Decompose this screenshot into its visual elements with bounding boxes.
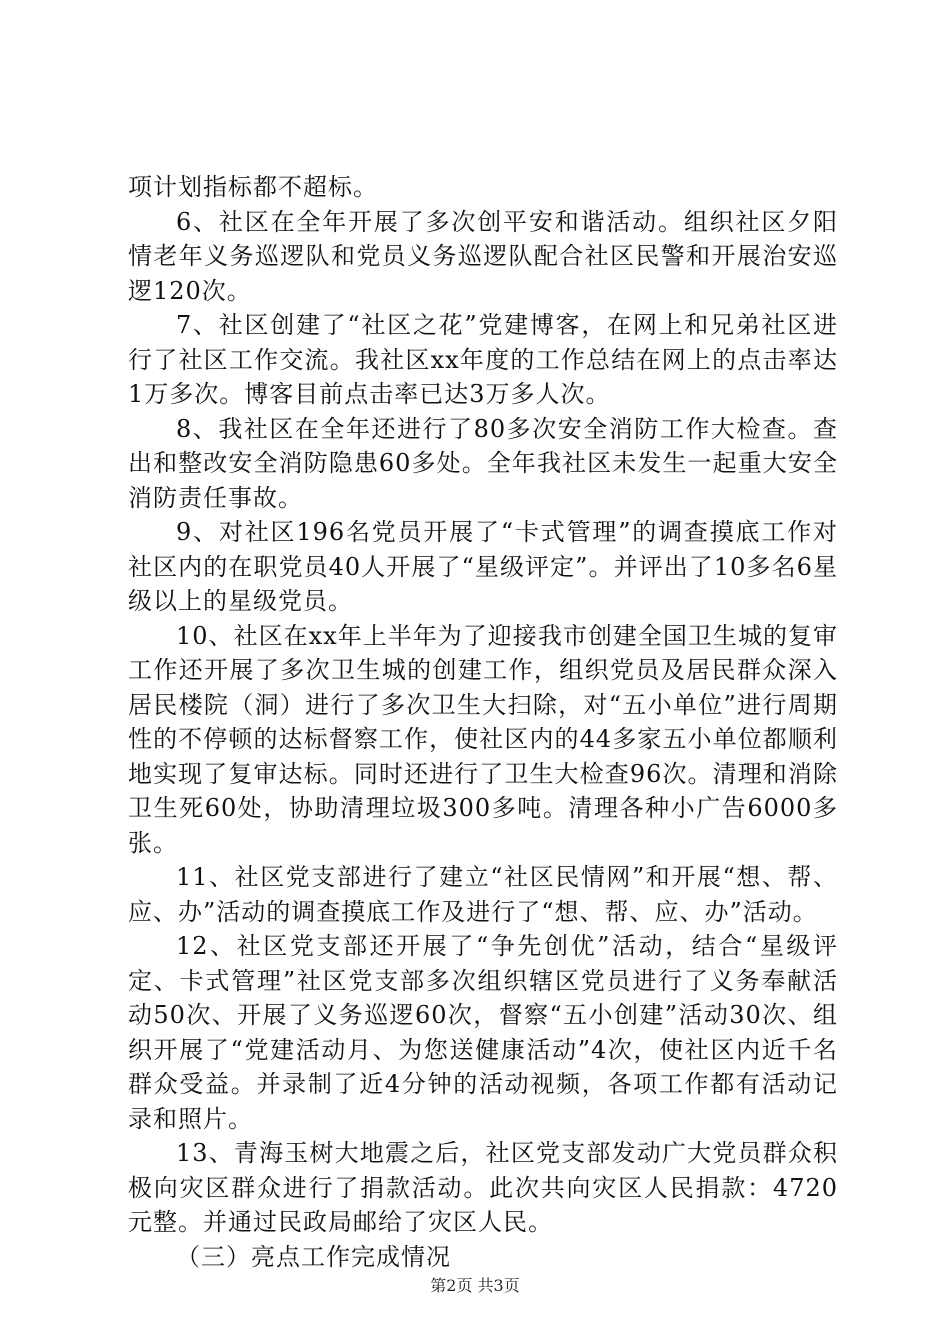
- section-heading: （三）亮点工作完成情况: [176, 1242, 451, 1271]
- paragraph-item-10: 10、社区在xx年上半年为了迎接我市创建全国卫生城的复审工作还开展了多次卫生城的创建工作，组织党员及居民群众深入居民楼院（洞）进行了多次卫生大扫除，对“五小单位”进行周期性的不停顿的达标督察工作，使社区内的44多家五小单位都顺利地实现了复审达标。同时还进行了卫生大检查96次。清理和消除卫生死60处，协助清理垃圾300多吨。清理各种小广告6000多张。: [128, 621, 838, 857]
- document-body: [128, 170, 838, 1274]
- page-number-footer: 第2页 共3页: [430, 1276, 520, 1295]
- paragraph-item-6: 6、社区在全年开展了多次创平安和谐活动。组织社区夕阳情老年义务巡逻队和党员义务巡逻队配合社区民警和开展治安巡逻120次。: [128, 207, 838, 305]
- paragraph-item-11: 11、社区党支部进行了建立“社区民情网”和开展“想、帮、应、办”活动的调查摸底工作及进行了“想、帮、应、办”活动。: [128, 863, 838, 926]
- paragraph-item-8: 8、我社区在全年还进行了80多次安全消防工作大检查。查出和整改安全消防隐患60多处。全年我社区未发生一起重大安全消防责任事故。: [128, 414, 838, 512]
- paragraph-continuation: 项计划指标都不超标。: [128, 173, 378, 201]
- paragraph-item-7: 7、社区创建了“社区之花”党建博客，在网上和兄弟社区进行了社区工作交流。我社区xx年度的工作总结在网上的点击率达1万多次。博客目前点击率已达3万多人次。: [128, 311, 838, 408]
- paragraph-item-13: 13、青海玉树大地震之后，社区党支部发动广大党员群众积极向灾区群众进行了捐款活动。此次共向灾区人民捐款：4720元整。并通过民政局邮给了灾区人民。: [128, 1139, 838, 1236]
- paragraph-item-12: 12、社区党支部还开展了“争先创优”活动，结合“星级评定、卡式管理”社区党支部多次组织辖区党员进行了义务奉献活动50次、开展了义务巡逻60次，督察“五小创建”活动30次、组织开展了“党建活动月、为您送健康活动”4次，使社区内近千名群众受益。并录制了近4分钟的活动视频，各项工作都有活动记录和照片。: [128, 932, 838, 1133]
- paragraph-item-9: 9、对社区196名党员开展了“卡式管理”的调查摸底工作对社区内的在职党员40人开展了“星级评定”。并评出了10多名6星级以上的星级党员。: [128, 518, 838, 615]
